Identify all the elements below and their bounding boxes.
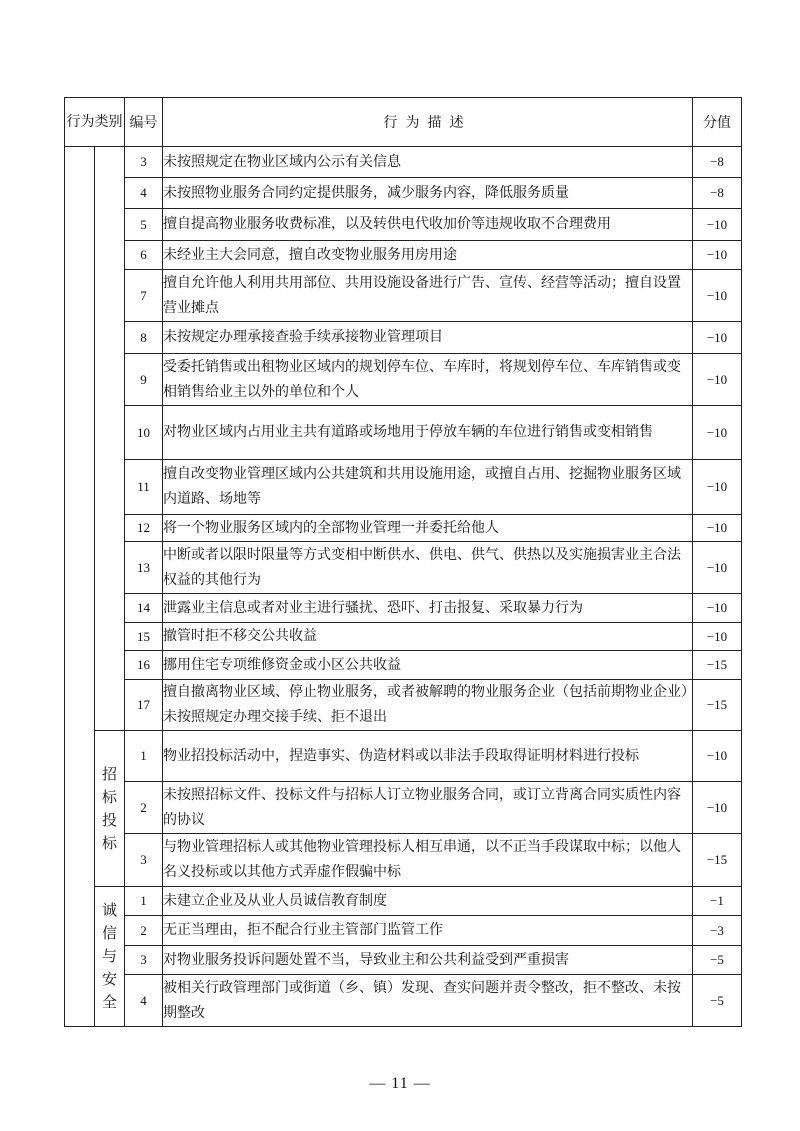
row-description: 被相关行政管理部门或街道（乡、镇）发现、查实问题并责令整改，拒不整改、未按期整改	[163, 975, 693, 1027]
row-score: −10	[693, 782, 742, 834]
row-score: −10	[693, 209, 742, 241]
row-description: 擅自改变物业管理区域内公共建筑和共用设施用途，或擅自占用、挖掘物业服务区域内道路、场地等	[163, 460, 693, 515]
row-number: 5	[125, 209, 163, 241]
row-number: 7	[125, 270, 163, 322]
row-description: 将一个物业服务区域内的全部物业管理一并委托给他人	[163, 515, 693, 542]
row-score: −10	[693, 354, 742, 406]
row-description: 未按照规定在物业区域内公示有关信息	[163, 147, 693, 178]
table-row	[65, 241, 742, 270]
row-score: −10	[693, 270, 742, 322]
row-score: −10	[693, 241, 742, 270]
row-description: 对物业服务投诉问题处置不当，导致业主和公共利益受到严重损害	[163, 946, 693, 975]
row-description: 与物业管理招标人或其他物业管理投标人相互串通，以不正当手段谋取中标；以他人名义投标或以其他方式弄虚作假骗中标	[163, 834, 693, 887]
table-row	[65, 322, 742, 354]
subcategory-tendering	[95, 731, 125, 887]
row-score: −10	[693, 460, 742, 515]
row-description: 未按照物业服务合同约定提供服务，减少服务内容，降低服务质量	[163, 178, 693, 209]
table-row	[65, 542, 742, 594]
table-row	[65, 209, 742, 241]
table-row	[65, 354, 742, 406]
row-number: 1	[125, 887, 163, 916]
header-description: 行为描述	[163, 98, 693, 147]
subcategory-label: 诚信与安全	[101, 901, 117, 1011]
row-score: −5	[693, 975, 742, 1027]
category-column	[65, 147, 95, 1027]
row-description: 擅自允许他人利用共用部位、共用设施设备进行广告、宣传、经营等活动；擅自设置营业摊点	[163, 270, 693, 322]
header-score: 分值	[693, 98, 742, 147]
row-number: 4	[125, 975, 163, 1027]
row-score: −8	[693, 178, 742, 209]
table-row	[65, 946, 742, 975]
table-row	[65, 178, 742, 209]
row-score: −15	[693, 680, 742, 731]
table-row	[65, 623, 742, 651]
table-row	[65, 916, 742, 946]
row-number: 15	[125, 623, 163, 651]
subcategory-cell-a	[95, 147, 125, 731]
table-row	[65, 460, 742, 515]
row-description: 未按规定办理承接查验手续承接物业管理项目	[163, 322, 693, 354]
table-row	[65, 406, 742, 460]
row-number: 10	[125, 406, 163, 460]
row-score: −10	[693, 515, 742, 542]
table-row	[65, 594, 742, 623]
row-number: 8	[125, 322, 163, 354]
row-number: 2	[125, 782, 163, 834]
table-row	[65, 887, 742, 916]
row-score: −10	[693, 322, 742, 354]
row-number: 2	[125, 916, 163, 946]
row-number: 12	[125, 515, 163, 542]
row-score: −1	[693, 887, 742, 916]
table-row	[65, 270, 742, 322]
row-score: −15	[693, 834, 742, 887]
row-score: −3	[693, 916, 742, 946]
row-score: −5	[693, 946, 742, 975]
row-number: 16	[125, 651, 163, 680]
page-number: — 11 —	[369, 1075, 431, 1092]
row-number: 9	[125, 354, 163, 406]
row-description: 擅自撤离物业区域、停止物业服务，或者被解聘的物业服务企业（包括前期物业企业）未按照规定办理交接手续、拒不退出	[163, 680, 693, 731]
row-description: 擅自提高物业服务收费标准，以及转供电代收加价等违规收取不合理费用	[163, 209, 693, 241]
behavior-score-table	[64, 97, 742, 1027]
row-score: −10	[693, 542, 742, 594]
table-row	[65, 782, 742, 834]
row-score: −15	[693, 651, 742, 680]
row-number: 1	[125, 731, 163, 782]
row-description: 受委托销售或出租物业区域内的规划停车位、车库时，将规划停车位、车库销售或变相销售给业主以外的单位和个人	[163, 354, 693, 406]
table-row	[65, 515, 742, 542]
table-row	[65, 731, 742, 782]
header-number: 编号	[125, 98, 163, 147]
row-description: 物业招投标活动中，捏造事实、伪造材料或以非法手段取得证明材料进行投标	[163, 731, 693, 782]
subcategory-integrity-safety	[95, 887, 125, 1027]
row-description: 未建立企业及从业人员诚信教育制度	[163, 887, 693, 916]
row-description: 挪用住宅专项维修资金或小区公共收益	[163, 651, 693, 680]
row-score: −10	[693, 731, 742, 782]
row-score: −10	[693, 623, 742, 651]
table-row	[65, 147, 742, 178]
row-number: 6	[125, 241, 163, 270]
table-row	[65, 651, 742, 680]
row-score: −10	[693, 594, 742, 623]
table-row	[65, 680, 742, 731]
table-header-row	[65, 98, 742, 147]
header-category: 行为类别	[65, 98, 125, 147]
row-number: 3	[125, 834, 163, 887]
row-description: 中断或者以限时限量等方式变相中断供水、供电、供气、供热以及实施损害业主合法权益的其他行为	[163, 542, 693, 594]
row-description: 对物业区域内占用业主共有道路或场地用于停放车辆的车位进行销售或变相销售	[163, 406, 693, 460]
row-description: 撤管时拒不移交公共收益	[163, 623, 693, 651]
row-number: 3	[125, 946, 163, 975]
row-description: 无正当理由，拒不配合行业主管部门监管工作	[163, 916, 693, 946]
row-description: 泄露业主信息或者对业主进行骚扰、恐吓、打击报复、采取暴力行为	[163, 594, 693, 623]
row-score: −8	[693, 147, 742, 178]
row-description: 未经业主大会同意，擅自改变物业服务用房用途	[163, 241, 693, 270]
table-row	[65, 975, 742, 1027]
subcategory-label: 招标投标	[101, 764, 117, 852]
row-number: 17	[125, 680, 163, 731]
row-number: 14	[125, 594, 163, 623]
row-number: 11	[125, 460, 163, 515]
row-number: 13	[125, 542, 163, 594]
row-number: 4	[125, 178, 163, 209]
table-row	[65, 834, 742, 887]
row-score: −10	[693, 406, 742, 460]
row-number: 3	[125, 147, 163, 178]
row-description: 未按照招标文件、投标文件与招标人订立物业服务合同，或订立背离合同实质性内容的协议	[163, 782, 693, 834]
